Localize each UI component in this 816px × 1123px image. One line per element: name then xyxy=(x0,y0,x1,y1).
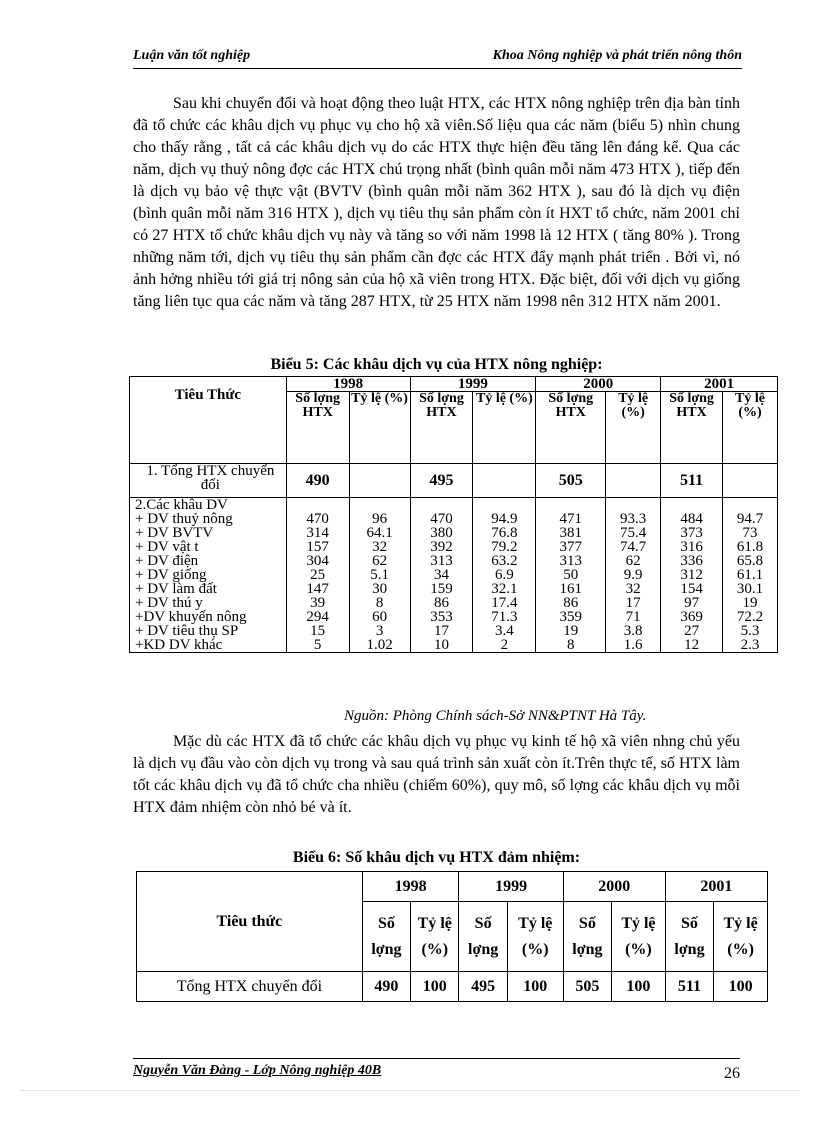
table1-value: 359 xyxy=(559,609,582,625)
table1-group-label: 2.Các khâu DV xyxy=(135,497,228,513)
table1-value: 86 xyxy=(563,595,579,611)
table1-value: 61.8 xyxy=(736,539,764,555)
table1-cell xyxy=(723,464,778,498)
table1-total-value: 495 xyxy=(410,464,473,498)
paragraph-second xyxy=(133,731,740,819)
table1-col xyxy=(473,498,536,653)
table1-value: 369 xyxy=(680,609,703,625)
table1-col xyxy=(661,498,723,653)
table1-count-header: Số lợng HTX xyxy=(286,392,349,464)
table1-pct-header: Tỷ lệ (%) xyxy=(606,392,661,464)
table1-value: 10 xyxy=(433,637,449,653)
table2-pct-header: Tỷ lệ (%) xyxy=(714,902,768,972)
table2-year-header: 2001 xyxy=(665,872,767,902)
table1-pct-header: Tỷ lệ (%) xyxy=(473,392,536,464)
table1-total-value: 490 xyxy=(286,464,349,498)
table1-value: 30 xyxy=(372,581,388,597)
table2-pct-header: Tỷ lệ (%) xyxy=(612,902,666,972)
table1-year-header: 2000 xyxy=(536,377,661,392)
table2-year-header: 1998 xyxy=(362,872,459,902)
table2-pct-header: Tỷ lệ (%) xyxy=(507,902,563,972)
table1-value: 94.9 xyxy=(491,511,518,527)
table1-total-label: 1. Tổng HTX chuyển đổi xyxy=(130,464,287,498)
table1-value: 72.2 xyxy=(736,609,764,625)
table1-value: 62 xyxy=(625,553,641,569)
table1-value: 470 xyxy=(430,511,453,527)
paragraph-intro-text: Sau khi chuyển đổi và hoạt động theo luật HTX, các HTX nông nghiệp trên địa bàn tỉnh đã tổ chức các khâu dịch vụ phục vụ cho hộ xã viên.Số liệu qua các năm (biểu 5) nhìn chung cho thấy rằng , tất cả các khâu dịch vụ do các HTX thực hiện đều tăng lên đáng kể. Qua các năm, dịch vụ thuỷ nông đợc các HTX chú trọng nhất (bình quân mỗi năm 473 HTX ), tiếp đến là dịch vụ bảo vệ thực vật (BVTV (bình quân mỗi năm 362 HTX ), sau đó là dịch vụ điện (bình quân mỗi năm 316 HTX ), dịch vụ tiêu thụ sản phẩm còn ít HXT tổ chức, năm 2001 chỉ có 27 HTX tổ chức khâu dịch vụ này và tăng so với năm 1998 là 12 HTX ( tăng 80% ). Trong những năm tới, dịch vụ tiêu thụ sản phẩm cần đợc các HTX đẩy mạnh phát triển . Bởi vì, nó ảnh hởng nhiều tới giá trị nông sản của hộ xã viên trong HTX. Đặc biệt, đối với dịch vụ giống tăng liên tục qua các năm và tăng 287 HTX, từ 25 HTX năm 1998 nên 312 HTX năm 2001. xyxy=(133,95,740,310)
table1-cell xyxy=(349,464,410,498)
table1-value: 161 xyxy=(559,581,582,597)
table1-value: 373 xyxy=(680,525,703,541)
table1-value: 159 xyxy=(430,581,453,597)
table1-count-header: Số lợng HTX xyxy=(661,392,723,464)
table1-year-header: 1998 xyxy=(286,377,410,392)
page-number: 26 xyxy=(724,1065,740,1082)
table1-row-label: +DV khuyến nông xyxy=(135,609,247,625)
table1-value: 50 xyxy=(563,567,579,583)
table1-value: 1.6 xyxy=(623,637,643,653)
table1-value: 86 xyxy=(433,595,449,611)
table1-value: 19 xyxy=(742,595,758,611)
table1-value: 17.4 xyxy=(491,595,518,611)
table2-cell: 100 xyxy=(411,972,459,1002)
table1-value: 1.02 xyxy=(366,637,393,653)
table1-value: 353 xyxy=(430,609,453,625)
table1-value: 314 xyxy=(306,525,329,541)
table1-total-value: 511 xyxy=(661,464,723,498)
services-table xyxy=(129,376,778,653)
table1-col xyxy=(536,498,606,653)
table1-value: 76.8 xyxy=(491,525,518,541)
table1-value: 25 xyxy=(310,567,326,583)
table1-row-label: + DV làm đất xyxy=(135,581,217,597)
footer-author: Nguyễn Văn Đàng - Lớp Nông nghiệp 40B xyxy=(133,1063,382,1078)
table2-cell: 100 xyxy=(612,972,666,1002)
table1-row-label: +KD DV khác xyxy=(135,637,223,653)
table1-col xyxy=(410,498,473,653)
table1-value: 2.3 xyxy=(740,637,760,653)
table2-cell: 100 xyxy=(714,972,768,1002)
table2-cell: 505 xyxy=(563,972,611,1002)
table1-criteria-header: Tiêu Thức xyxy=(130,377,287,464)
table1-value: 17 xyxy=(433,623,449,639)
table1-value: 12 xyxy=(684,637,700,653)
table1-value: 316 xyxy=(680,539,703,555)
table1-value: 73 xyxy=(742,525,758,541)
table1-value: 15 xyxy=(310,623,326,639)
table2-caption: Biểu 6: Số khâu dịch vụ HTX đảm nhiệm: xyxy=(292,849,581,866)
table1-value: 63.2 xyxy=(491,553,518,569)
table1-value: 336 xyxy=(680,553,703,569)
table1-value: 484 xyxy=(680,511,703,527)
table1-value: 34 xyxy=(433,567,449,583)
page-footer xyxy=(133,1058,740,1082)
table1-row-label: + DV giống xyxy=(135,567,207,583)
table1-value: 3.4 xyxy=(494,623,514,639)
table1-value: 17 xyxy=(625,595,641,611)
table1-cell xyxy=(606,464,661,498)
table2-criteria-header: Tiêu thức xyxy=(137,872,363,972)
table1-value: 312 xyxy=(680,567,703,583)
table1-caption: Biểu 5: Các khâu dịch vụ của HTX nông nghiệp: xyxy=(270,356,603,373)
table1-value: 32.1 xyxy=(491,581,518,597)
table1-value: 392 xyxy=(430,539,453,555)
table1-value: 32 xyxy=(625,581,641,597)
table1-row-labels xyxy=(130,498,287,653)
table1-value: 147 xyxy=(306,581,329,597)
table1-value: 75.4 xyxy=(620,525,647,541)
table1-value: 3.8 xyxy=(623,623,643,639)
table1-value: 5.1 xyxy=(370,567,389,583)
table1-col xyxy=(606,498,661,653)
table1-value: 2 xyxy=(500,637,509,653)
table1-count-header: Số lợng HTX xyxy=(536,392,606,464)
paragraph-intro xyxy=(133,93,740,313)
paragraph-second-text: Mặc dù các HTX đã tổ chức các khâu dịch vụ phục vụ kinh tế hộ xã viên nhng chủ yếu là dịch vụ đầu vào còn dịch vụ trong và sau quá trình sản xuất còn ít.Trên thực tế, số HTX làm tốt các khâu dịch vụ đã tổ chức cha nhiều (chiếm 60%), quy mô, số lợng các khâu dịch vụ mỗi HTX đảm nhiệm còn nhỏ bé và ít. xyxy=(133,733,740,816)
table1-value: 93.3 xyxy=(620,511,647,527)
table1-value: 94.7 xyxy=(736,511,764,527)
table2-year-header: 1999 xyxy=(459,872,563,902)
table2-pct-header: Tỷ lệ (%) xyxy=(411,902,459,972)
table1-value: 39 xyxy=(310,595,326,611)
table1-pct-header: Tỷ lệ (%) xyxy=(723,392,778,464)
table1-year-header: 1999 xyxy=(410,377,536,392)
table1-value: 64.1 xyxy=(366,525,393,541)
table1-cell xyxy=(473,464,536,498)
table2-cell: 100 xyxy=(507,972,563,1002)
table1-value: 3 xyxy=(375,623,384,639)
table1-row-label: + DV điện xyxy=(135,553,199,569)
table1-value: 5 xyxy=(313,637,322,653)
table1-value: 381 xyxy=(559,525,582,541)
table2-year-header: 2000 xyxy=(563,872,665,902)
table1-row-label: + DV BVTV xyxy=(135,525,214,541)
table1-count-header: Số lợng HTX xyxy=(410,392,473,464)
table2-count-header: Số lợng xyxy=(362,902,410,972)
table1-row-label: + DV thú y xyxy=(135,595,203,611)
table1-value: 470 xyxy=(306,511,329,527)
table1-row-label: + DV vật t xyxy=(135,539,199,555)
table1-value: 294 xyxy=(306,609,329,625)
table1-value: 9.9 xyxy=(623,567,643,583)
table1-value: 61.1 xyxy=(736,567,764,583)
table2-count-header: Số lợng xyxy=(459,902,507,972)
table1-value: 8 xyxy=(567,637,575,653)
table1-year-header: 2001 xyxy=(661,377,778,392)
table1-row-label: + DV thuỷ nông xyxy=(135,511,233,527)
table2-count-header: Số lợng xyxy=(563,902,611,972)
table1-value: 32 xyxy=(372,539,388,555)
services-count-table xyxy=(136,871,768,1002)
table1-total-value: 505 xyxy=(536,464,606,498)
table1-value: 471 xyxy=(559,511,582,527)
page-header xyxy=(133,48,742,69)
table2-row-label: Tổng HTX chuyển đổi xyxy=(137,972,363,1002)
table1-value: 313 xyxy=(559,553,582,569)
table1-col xyxy=(723,498,778,653)
table1-value: 6.9 xyxy=(494,567,514,583)
table1-source: Nguồn: Phòng Chính sách-Sở NN&PTNT Hà Tây. xyxy=(344,708,647,724)
table1-value: 62 xyxy=(372,553,388,569)
table1-value: 97 xyxy=(684,595,700,611)
table2-cell: 511 xyxy=(665,972,713,1002)
table1-value: 71.3 xyxy=(491,609,518,625)
table1-value: 30.1 xyxy=(736,581,764,597)
table1-value: 74.7 xyxy=(620,539,647,555)
table1-value: 313 xyxy=(430,553,453,569)
table1-value: 8 xyxy=(375,595,384,611)
table1-value: 27 xyxy=(684,623,700,639)
table2-cell: 495 xyxy=(459,972,507,1002)
table2-cell: 490 xyxy=(362,972,410,1002)
table2-count-header: Số lợng xyxy=(665,902,713,972)
table1-value: 79.2 xyxy=(491,539,518,555)
table1-value: 157 xyxy=(306,539,329,555)
table1-value: 380 xyxy=(430,525,453,541)
header-right-text: Khoa Nông nghiệp và phát triển nông thôn xyxy=(492,48,742,63)
table1-col xyxy=(349,498,410,653)
table1-value: 377 xyxy=(559,539,582,555)
bottom-dotted-rule xyxy=(20,1090,800,1091)
table1-pct-header: Tỷ lệ (%) xyxy=(349,392,410,464)
table1-value: 304 xyxy=(306,553,329,569)
table1-value: 96 xyxy=(372,511,388,527)
table1-value: 71 xyxy=(625,609,641,625)
table1-value: 154 xyxy=(680,581,703,597)
table1-col xyxy=(286,498,349,653)
table1-value: 65.8 xyxy=(736,553,764,569)
header-left-text: Luận văn tốt nghiệp xyxy=(133,48,251,63)
table1-row-label: + DV tiêu thụ SP xyxy=(135,623,239,639)
table1-value: 19 xyxy=(563,623,579,639)
table1-value: 60 xyxy=(372,609,388,625)
table1-value: 5.3 xyxy=(740,623,760,639)
